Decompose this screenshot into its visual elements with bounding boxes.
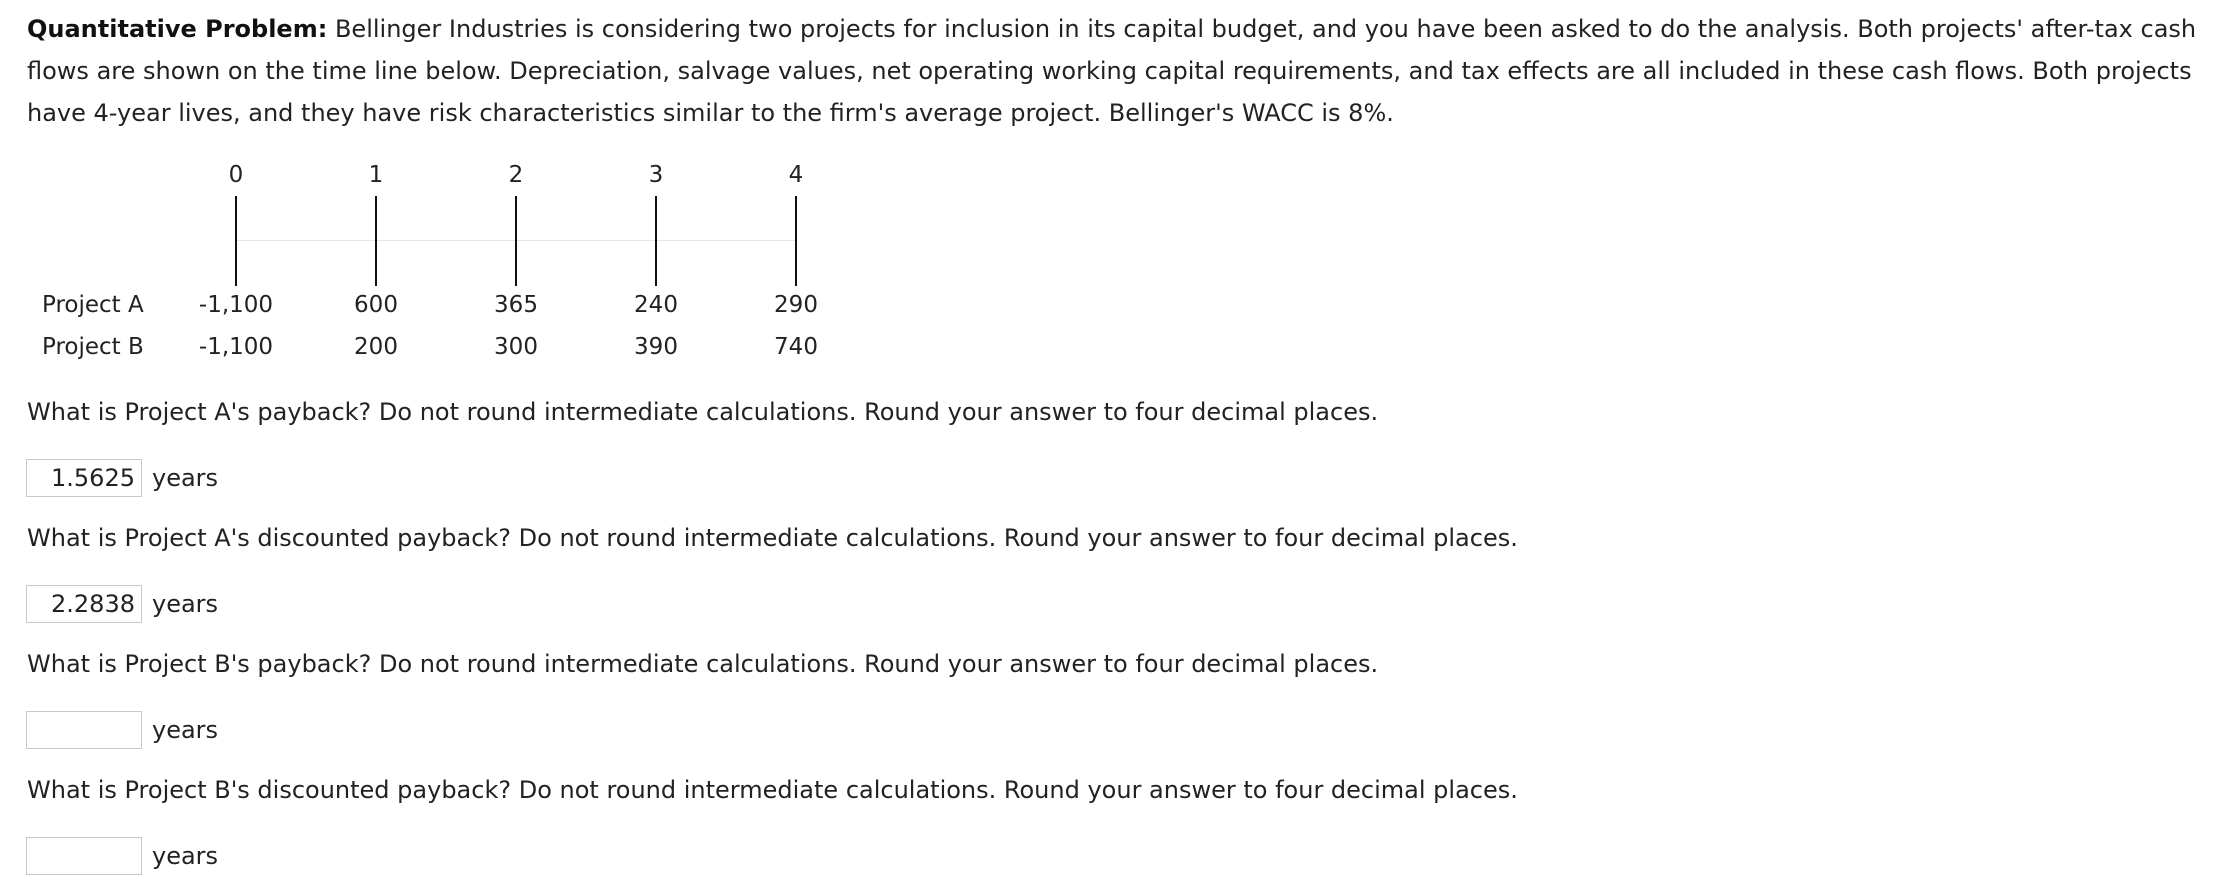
question-a-payback: What is Project A's payback? Do not round intermediate calculations. Round your answer to four decimal places. bbox=[27, 398, 1379, 426]
answer-row-a-discounted-payback bbox=[26, 584, 218, 624]
question-b-discounted-payback: What is Project B's discounted payback? Do not round intermediate calculations. Round your answer to four decimal places. bbox=[27, 776, 1518, 804]
answer-unit: years bbox=[152, 590, 219, 618]
timeline-tick bbox=[235, 196, 237, 286]
question-b-payback: What is Project B's payback? Do not round intermediate calculations. Round your answer to four decimal places. bbox=[27, 650, 1379, 678]
period-label: 3 bbox=[648, 162, 664, 188]
problem-statement bbox=[27, 8, 2217, 134]
project-a-cash-flow: 240 bbox=[634, 292, 678, 318]
project-b-cash-flow: 200 bbox=[354, 334, 398, 360]
project-a-cash-flow: -1,100 bbox=[198, 292, 274, 318]
answer-input-b-discounted-payback[interactable] bbox=[26, 837, 142, 875]
period-label: 2 bbox=[508, 162, 524, 188]
cash-flow-timeline bbox=[0, 150, 900, 380]
answer-input-a-payback[interactable] bbox=[26, 459, 142, 497]
timeline-tick bbox=[795, 196, 797, 286]
answer-input-a-discounted-payback[interactable] bbox=[26, 585, 142, 623]
project-a-label: Project A bbox=[42, 292, 144, 318]
timeline-tick bbox=[515, 196, 517, 286]
answer-unit: years bbox=[152, 464, 219, 492]
problem-heading: Quantitative Problem: bbox=[27, 15, 328, 43]
timeline-tick bbox=[655, 196, 657, 286]
period-label: 1 bbox=[368, 162, 384, 188]
period-label: 0 bbox=[228, 162, 244, 188]
problem-text: Bellinger Industries is considering two projects for inclusion in its capital budget, and you have been asked to do the analysis. Both projects' after-tax cash flows are shown on the time line below. Depreciation, salvage values, net operating working capital requirements, and tax effects are all included in these cash flows. Both projects have 4-year lives, and they have risk characteristics similar to the firm's average project. Bellinger's WACC is 8%. bbox=[27, 15, 2197, 127]
project-b-cash-flow: 390 bbox=[634, 334, 678, 360]
answer-unit: years bbox=[152, 842, 219, 870]
answer-row-b-payback bbox=[26, 710, 218, 750]
project-a-cash-flow: 600 bbox=[354, 292, 398, 318]
project-b-cash-flow: 740 bbox=[774, 334, 818, 360]
timeline-tick bbox=[375, 196, 377, 286]
project-a-cash-flow: 290 bbox=[774, 292, 818, 318]
question-a-discounted-payback: What is Project A's discounted payback? Do not round intermediate calculations. Round your answer to four decimal places. bbox=[27, 524, 1518, 552]
project-b-cash-flow: -1,100 bbox=[198, 334, 274, 360]
answer-row-b-discounted-payback bbox=[26, 836, 218, 876]
answer-unit: years bbox=[152, 716, 219, 744]
project-b-label: Project B bbox=[42, 334, 144, 360]
period-label: 4 bbox=[788, 162, 804, 188]
answer-input-b-payback[interactable] bbox=[26, 711, 142, 749]
project-a-cash-flow: 365 bbox=[494, 292, 538, 318]
answer-row-a-payback bbox=[26, 458, 218, 498]
project-b-cash-flow: 300 bbox=[494, 334, 538, 360]
